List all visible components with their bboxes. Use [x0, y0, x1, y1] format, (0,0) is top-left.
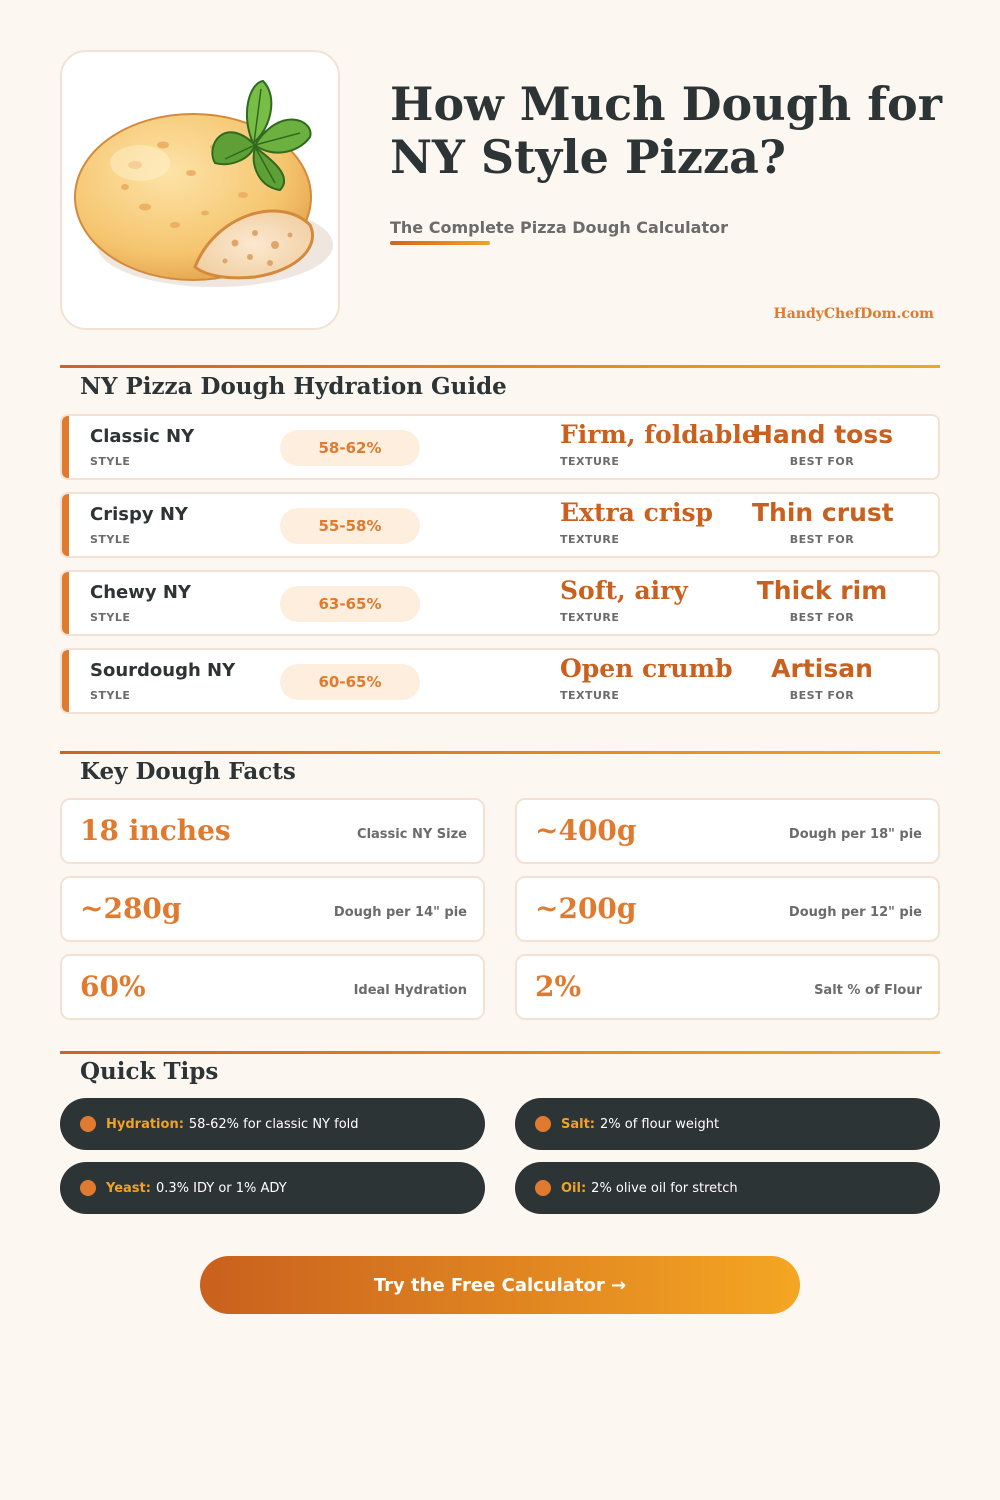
texture-value: Soft, airy — [560, 576, 688, 605]
bullet-dot-icon — [535, 1180, 551, 1196]
style-name: Sourdough NY — [90, 660, 236, 681]
row-accent — [62, 572, 69, 634]
fact-label: Salt % of Flour — [814, 983, 922, 998]
fact-value: ~200g — [535, 892, 637, 925]
fact-card — [515, 798, 940, 864]
tip-pill — [515, 1162, 940, 1214]
best-for-value: Hand toss — [752, 420, 894, 449]
fact-card — [515, 954, 940, 1020]
hydration-badge: 58-62% — [280, 430, 420, 466]
hydration-badge: 63-65% — [280, 586, 420, 622]
fact-label: Dough per 12" pie — [788, 905, 922, 920]
hydration-row — [60, 570, 940, 636]
fact-card — [60, 954, 485, 1020]
row-accent — [62, 494, 69, 556]
texture-caption: TEXTURE — [560, 533, 620, 546]
hydration-badge: 60-65% — [280, 664, 420, 700]
row-accent — [62, 650, 69, 712]
row-accent — [62, 416, 69, 478]
tip-pill — [60, 1098, 485, 1150]
dough-ball-with-basil-icon — [65, 75, 335, 305]
subtitle-underline — [390, 241, 490, 245]
texture-caption: TEXTURE — [560, 689, 620, 702]
bullet-dot-icon — [535, 1116, 551, 1132]
style-caption: STYLE — [90, 533, 131, 546]
fact-label: Classic NY Size — [357, 827, 467, 842]
tip-text: 0.3% IDY or 1% ADY — [155, 1180, 287, 1196]
tip-label: Salt: — [561, 1116, 596, 1132]
tip-label: Yeast: — [106, 1180, 151, 1196]
section-divider — [60, 751, 940, 754]
fact-value: 2% — [535, 970, 582, 1003]
fact-label: Dough per 18" pie — [788, 827, 922, 842]
hydration-row — [60, 492, 940, 558]
page-subtitle: The Complete Pizza Dough Calculator — [390, 218, 728, 237]
hydration-row — [60, 648, 940, 714]
style-caption: STYLE — [90, 455, 131, 468]
style-caption: STYLE — [90, 689, 131, 702]
fact-value: 60% — [80, 970, 146, 1003]
texture-value: Extra crisp — [560, 498, 714, 527]
best-for-value: Artisan — [771, 654, 873, 683]
bullet-dot-icon — [80, 1180, 96, 1196]
section-divider — [60, 1051, 940, 1054]
fact-value: 18 inches — [80, 814, 231, 847]
best-for-caption: BEST FOR — [789, 455, 855, 468]
bullet-dot-icon — [80, 1116, 96, 1132]
best-for-value: Thick rim — [756, 576, 888, 605]
best-for-caption: BEST FOR — [789, 689, 855, 702]
tip-text: 2% of flour weight — [600, 1116, 720, 1132]
best-for-caption: BEST FOR — [789, 533, 855, 546]
fact-card — [515, 876, 940, 942]
style-caption: STYLE — [90, 611, 131, 624]
style-name: Crispy NY — [90, 504, 188, 525]
title-line-2: NY Style Pizza? — [390, 130, 786, 184]
page-title — [390, 78, 950, 184]
fact-value: ~400g — [535, 814, 637, 847]
hydration-heading: NY Pizza Dough Hydration Guide — [80, 373, 507, 400]
style-name: Classic NY — [90, 426, 195, 447]
style-name: Chewy NY — [90, 582, 191, 603]
hydration-badge: 55-58% — [280, 508, 420, 544]
section-divider — [60, 365, 940, 368]
fact-label: Dough per 14" pie — [333, 905, 467, 920]
fact-card — [60, 876, 485, 942]
tip-text: 58-62% for classic NY fold — [188, 1116, 359, 1132]
fact-value: ~280g — [80, 892, 182, 925]
fact-card — [60, 798, 485, 864]
fact-label: Ideal Hydration — [353, 983, 467, 998]
facts-heading: Key Dough Facts — [80, 758, 296, 785]
title-line-1: How Much Dough for — [390, 77, 942, 131]
hero-image-card — [60, 50, 340, 330]
brand-link[interactable]: HandyChefDom.com — [773, 306, 934, 322]
texture-value: Firm, foldable — [560, 420, 758, 449]
tip-pill — [60, 1162, 485, 1214]
best-for-caption: BEST FOR — [789, 611, 855, 624]
tip-text: 2% olive oil for stretch — [591, 1180, 738, 1196]
tip-label: Hydration: — [106, 1116, 184, 1132]
best-for-value: Thin crust — [752, 498, 894, 527]
texture-value: Open crumb — [560, 654, 733, 683]
tips-heading: Quick Tips — [80, 1058, 219, 1085]
tip-label: Oil: — [561, 1180, 587, 1196]
try-calculator-button[interactable]: Try the Free Calculator → — [200, 1256, 800, 1314]
tip-pill — [515, 1098, 940, 1150]
texture-caption: TEXTURE — [560, 455, 620, 468]
texture-caption: TEXTURE — [560, 611, 620, 624]
hydration-row — [60, 414, 940, 480]
